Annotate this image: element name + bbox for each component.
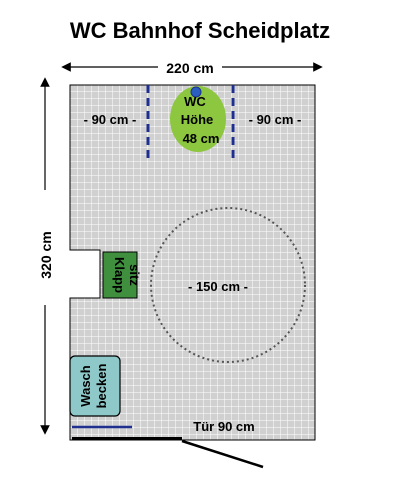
wc-height-value: 48 cm <box>182 131 220 146</box>
folding-seat-label-2: sitz <box>127 264 142 286</box>
sink-label-1: Wasch <box>78 365 93 407</box>
right-space-label: - 90 cm - <box>248 112 302 127</box>
door-label: Tür 90 cm <box>193 419 255 434</box>
left-space-label: - 90 cm - <box>83 112 137 127</box>
wc-height-label: Höhe <box>180 112 214 127</box>
door-leaf <box>182 441 263 467</box>
turning-circle-label: - 150 cm - <box>188 279 248 294</box>
height-label: 320 cm <box>38 231 54 279</box>
door-opening <box>72 437 182 440</box>
page-title: WC Bahnhof Scheidplatz <box>69 18 331 43</box>
wc-label: WC <box>184 94 206 109</box>
sink-label-2: becken <box>94 363 109 409</box>
width-label: 220 cm <box>166 60 214 76</box>
folding-seat-label-1: Klapp <box>112 256 127 294</box>
